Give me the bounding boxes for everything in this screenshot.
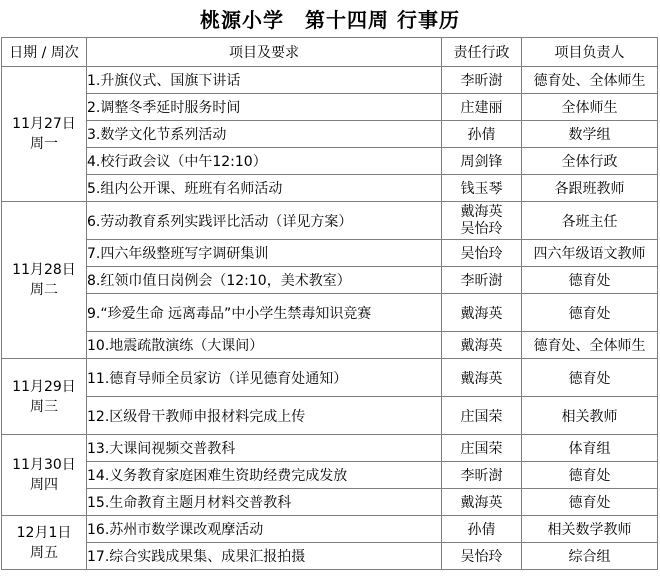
date-text: 12月1日 <box>16 524 72 541</box>
table-row <box>2 121 658 148</box>
owner-cell: 德育处 <box>522 294 658 332</box>
responsible-name: 吴怡玲 <box>460 549 503 565</box>
item-cell: 1.升旗仪式、国旗下讲话 <box>87 67 442 94</box>
item-cell: 17.综合实践成果集、成果汇报拍摄 <box>87 543 442 570</box>
table-row <box>2 543 658 570</box>
responsible-cell <box>442 202 522 240</box>
date-cell <box>2 435 87 516</box>
owner-cell: 相关数学教师 <box>522 516 658 543</box>
responsible-cell <box>442 489 522 516</box>
item-cell: 4.校行政会议（中午12:10） <box>87 148 442 175</box>
date-cell <box>2 67 87 202</box>
header-item: 项目及要求 <box>87 38 442 67</box>
table-row <box>2 202 658 240</box>
responsible-name: 戴海英 <box>460 495 503 511</box>
table-row <box>2 67 658 94</box>
responsible-cell <box>442 148 522 175</box>
table-row <box>2 294 658 332</box>
item-cell: 13.大课间视频交普教科 <box>87 435 442 462</box>
table-row <box>2 397 658 435</box>
responsible-name: 戴海英 <box>460 203 503 220</box>
weekday-text: 周一 <box>30 136 58 152</box>
date-text: 11月28日 <box>12 262 76 278</box>
item-cell: 10.地震疏散演练（大课间） <box>87 332 442 359</box>
item-cell: 2.调整冬季延时服务时间 <box>87 94 442 121</box>
owner-cell: 德育处、全体师生 <box>522 67 658 94</box>
owner-cell: 综合组 <box>522 543 658 570</box>
date-cell <box>2 359 87 435</box>
responsible-name: 李昕澍 <box>460 468 503 484</box>
owner-cell: 全体行政 <box>522 148 658 175</box>
header-owner: 项目负责人 <box>522 38 658 67</box>
owner-cell: 四六年级语文教师 <box>522 240 658 267</box>
owner-cell: 各班主任 <box>522 202 658 240</box>
date-text: 11月27日 <box>12 116 76 132</box>
owner-cell: 数学组 <box>522 121 658 148</box>
responsible-cell <box>442 435 522 462</box>
responsible-name: 周剑锋 <box>460 154 503 170</box>
owner-cell: 全体师生 <box>522 94 658 121</box>
table-row <box>2 94 658 121</box>
item-cell: 3.数学文化节系列活动 <box>87 121 442 148</box>
responsible-cell <box>442 94 522 121</box>
item-cell: 5.组内公开课、班班有名师活动 <box>87 175 442 202</box>
table-row <box>2 175 658 202</box>
responsible-cell <box>442 332 522 359</box>
responsible-name: 戴海英 <box>460 370 503 387</box>
table-row <box>2 267 658 294</box>
table-row <box>2 435 658 462</box>
date-text: 11月29日 <box>12 378 76 395</box>
item-cell: 11.德育导师全员家访（详见德育处通知） <box>87 359 442 397</box>
schedule-table <box>1 37 658 570</box>
responsible-name: 李昕澍 <box>460 273 503 289</box>
item-cell: 9.“珍爱生命 远离毒品”中小学生禁毒知识竞赛 <box>87 294 442 332</box>
responsible-cell <box>442 121 522 148</box>
table-row <box>2 489 658 516</box>
responsible-cell <box>442 294 522 332</box>
table-row <box>2 148 658 175</box>
responsible-cell <box>442 462 522 489</box>
responsible-cell <box>442 240 522 267</box>
responsible-cell <box>442 67 522 94</box>
table-row <box>2 516 658 543</box>
responsible-name: 戴海英 <box>460 305 503 322</box>
responsible-cell <box>442 175 522 202</box>
responsible-name: 李昕澍 <box>460 73 503 89</box>
responsible-cell <box>442 516 522 543</box>
date-text: 11月30日 <box>12 457 76 473</box>
responsible-name: 庄国荣 <box>460 408 503 425</box>
weekday-text: 周三 <box>30 398 58 415</box>
responsible-name: 孙倩 <box>467 127 496 143</box>
header-responsible: 责任行政 <box>442 38 522 67</box>
owner-cell: 各跟班教师 <box>522 175 658 202</box>
header-row <box>2 38 658 67</box>
responsible-cell <box>442 543 522 570</box>
item-cell: 12.区级骨干教师申报材料完成上传 <box>87 397 442 435</box>
owner-cell: 德育处 <box>522 359 658 397</box>
table-row <box>2 332 658 359</box>
item-cell: 16.苏州市数学课改观摩活动 <box>87 516 442 543</box>
date-cell <box>2 202 87 359</box>
item-cell: 8.红领巾值日岗例会（12:10，美术教室） <box>87 267 442 294</box>
responsible-name: 钱玉琴 <box>460 181 503 197</box>
owner-cell: 相关教师 <box>522 397 658 435</box>
schedule-body <box>2 67 658 570</box>
responsible-cell <box>442 267 522 294</box>
responsible-name: 孙倩 <box>467 522 496 538</box>
owner-cell: 德育处 <box>522 489 658 516</box>
table-row <box>2 462 658 489</box>
responsible-name: 吴怡玲 <box>460 220 503 237</box>
responsible-cell <box>442 397 522 435</box>
weekday-text: 周五 <box>30 544 58 561</box>
owner-cell: 德育处、全体师生 <box>522 332 658 359</box>
owner-cell: 德育处 <box>522 462 658 489</box>
owner-cell: 德育处 <box>522 267 658 294</box>
weekday-text: 周二 <box>30 282 58 298</box>
page-title: 桃源小学 第十四周 行事历 <box>200 7 460 32</box>
header-date: 日期 / 周次 <box>2 38 87 67</box>
date-cell <box>2 516 87 570</box>
weekday-text: 周四 <box>30 477 58 493</box>
table-row <box>2 359 658 397</box>
responsible-name: 庄国荣 <box>460 441 503 457</box>
responsible-name: 戴海英 <box>460 338 503 354</box>
responsible-cell <box>442 359 522 397</box>
responsible-name: 吴怡玲 <box>460 246 503 262</box>
table-row <box>2 240 658 267</box>
item-cell: 6.劳动教育系列实践评比活动（详见方案） <box>87 202 442 240</box>
responsible-name: 庄建丽 <box>460 100 503 116</box>
item-cell: 14.义务教育家庭困难生资助经费完成发放 <box>87 462 442 489</box>
item-cell: 7.四六年级整班写字调研集训 <box>87 240 442 267</box>
owner-cell: 体育组 <box>522 435 658 462</box>
item-cell: 15.生命教育主题月材料交普教科 <box>87 489 442 516</box>
